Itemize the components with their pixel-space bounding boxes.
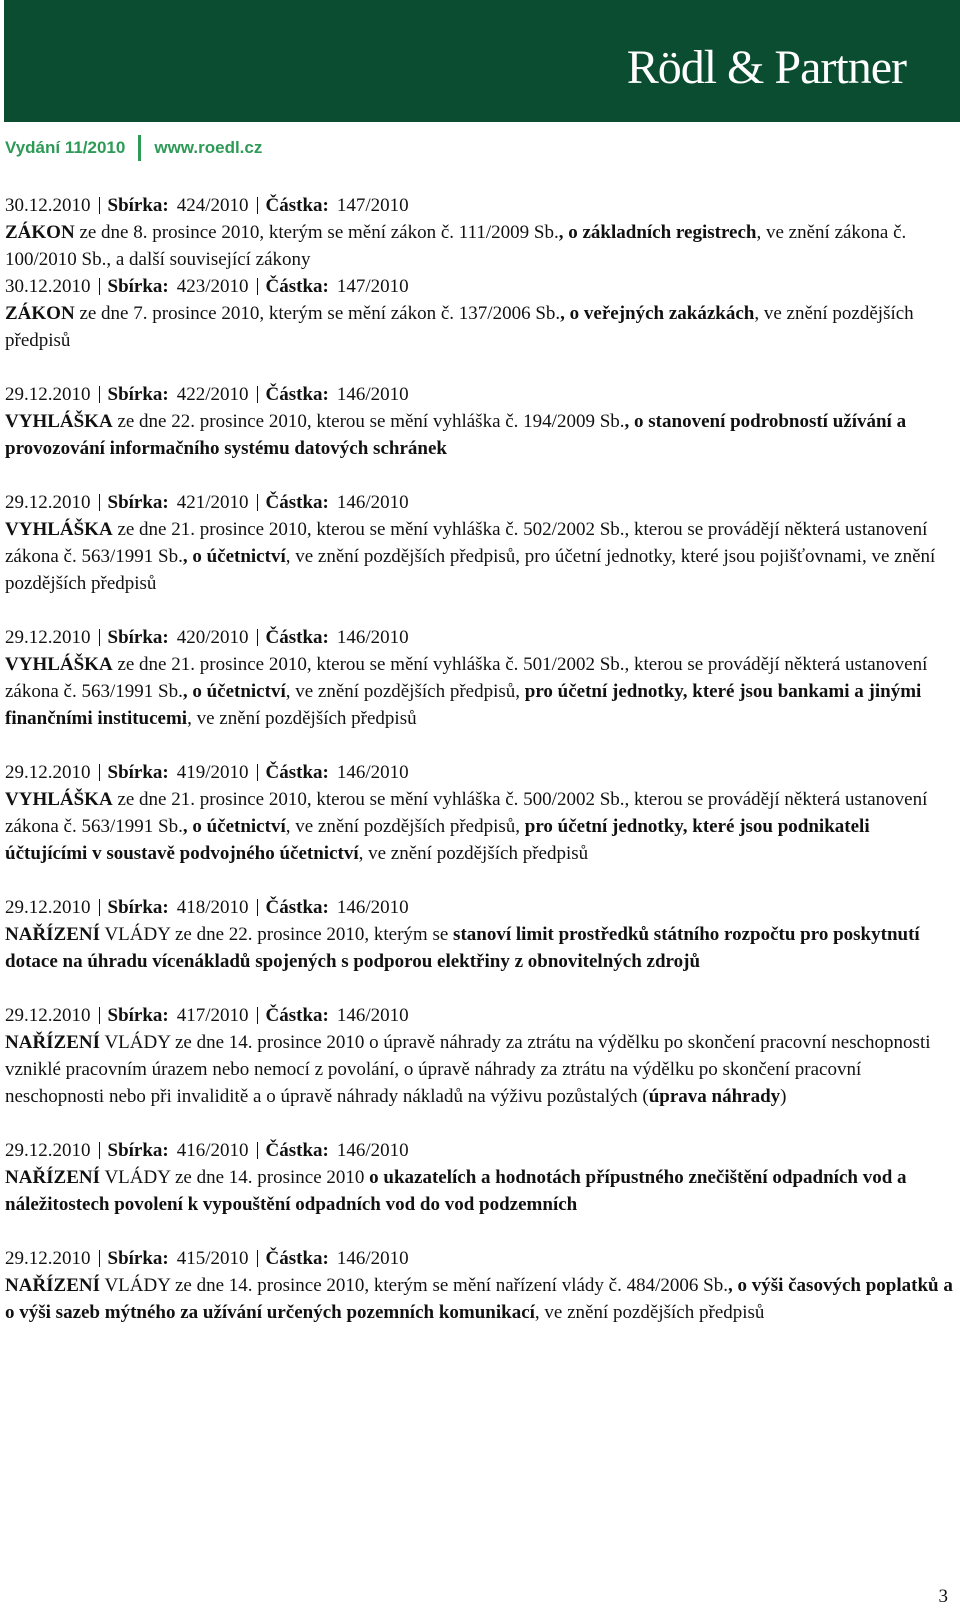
sbirka-value: 415/2010 [176,1248,249,1269]
sbirka-label: Sbírka: [107,1140,169,1161]
entry-title-part: ze dne 22. prosince 2010, kterou se mění vyhláška č. 194/2009 Sb. [112,411,625,432]
entry-title-part: o ukazatelích a hodnotách přípustného znečištění odpadních vod a náležitostech povolení k vypouštění odpadních vod do vod podzemních [5,1167,907,1215]
sbirka-label: Sbírka: [107,627,169,648]
entry-title-part: , o stanovení podrobností užívání a provozování informačního systému datových schránek [5,411,907,459]
legislation-entry [5,273,955,354]
entry-title-part: , ve znění pozdějších předpisů, [285,681,525,702]
entry-date: 29.12.2010 [5,897,91,918]
meta-separator [257,278,258,295]
entry-title-part: , ve znění pozdějších předpisů, pro účetní jednotky, které jsou pojišťovnami, ve znění pozdějších předpisů [5,546,936,594]
entry-title-part: ze dne 21. prosince 2010, kterou se mění vyhláška č. 502/2002 Sb. [112,519,625,540]
entry-title-part: , o základních registrech [558,222,757,243]
castka-value: 146/2010 [336,384,409,405]
castka-value: 146/2010 [336,762,409,783]
entry-meta [5,273,955,300]
entry-meta [5,381,955,408]
entry-title-part: NAŘÍZENÍ [5,1032,101,1053]
entry-meta [5,1245,955,1272]
castka-value: 147/2010 [336,276,409,297]
entry-title [5,1164,955,1218]
entry-title [5,1272,955,1326]
entry-meta [5,759,955,786]
sbirka-value: 423/2010 [176,276,249,297]
entry-meta [5,192,955,219]
entry-title-part: , o účetnictví [182,546,286,567]
castka-label: Částka: [265,195,329,216]
website-link[interactable]: www.roedl.cz [154,138,263,157]
castka-label: Částka: [265,492,329,513]
meta-separator [257,494,258,511]
entry-title-part: , o účetnictví [182,816,286,837]
entry-title-part: , o výši časových poplatků a o výši sazeb mýtného za užívání určených pozemních komunikací [5,1275,953,1323]
entry-title-part: ze dne 21. prosince 2010, kterou se mění vyhláška č. 500/2002 Sb. [112,789,625,810]
entry-title-part: ZÁKON [5,222,75,243]
entry-title-part: VYHLÁŠKA [5,519,113,540]
entry-title-part: , o veřejných zakázkách [560,303,755,324]
brand-logo: Rödl & Partner [626,41,906,94]
legislation-entry [5,1002,955,1110]
sbirka-value: 422/2010 [176,384,249,405]
castka-value: 146/2010 [336,897,409,918]
meta-separator [257,1007,258,1024]
entry-date: 29.12.2010 [5,492,91,513]
entry-title-part: , ve znění pozdějších předpisů [358,843,589,864]
castka-value: 146/2010 [336,1248,409,1269]
meta-separator [99,278,100,295]
entry-title-part: VLÁDY ze dne 14. prosince 2010 o úpravě náhrady za ztrátu na výdělku po skončení pracovní neschopnosti vzniklé pracovním úrazem nebo nemocí z povolání, o úpravě náhrady za ztrátu na výdělku po skončení pracovní neschopnosti nebo při invaliditě a o úpravě náhrady nákladů na výživu pozůstalých ( [5,1032,931,1107]
castka-label: Částka: [265,762,329,783]
sbirka-label: Sbírka: [107,1248,169,1269]
entry-title-part: ze dne 7. prosince 2010, kterým se mění zákon č. 137/2006 Sb. [74,303,561,324]
meta-separator [99,494,100,511]
sbirka-value: 424/2010 [176,195,249,216]
entry-date: 29.12.2010 [5,627,91,648]
meta-separator [257,764,258,781]
castka-label: Částka: [265,1005,329,1026]
entry-title-part: NAŘÍZENÍ [5,924,101,945]
entry-date: 29.12.2010 [5,1140,91,1161]
entry-title [5,1029,955,1110]
meta-separator [257,386,258,403]
issue-separator [138,135,141,161]
entry-title-part: VLÁDY ze dne 14. prosince 2010 [100,1167,370,1188]
meta-separator [99,764,100,781]
castka-label: Částka: [265,276,329,297]
entry-date: 29.12.2010 [5,384,91,405]
legislation-entry [5,381,955,462]
entry-title-part: VYHLÁŠKA [5,411,113,432]
entry-meta [5,1137,955,1164]
entry-date: 29.12.2010 [5,1248,91,1269]
page-number: 3 [938,1586,948,1607]
entry-date: 30.12.2010 [5,195,91,216]
entry-title-part: ze dne 8. prosince 2010, kterým se mění zákon č. 111/2009 Sb. [74,222,559,243]
meta-separator [99,629,100,646]
entry-title [5,219,955,273]
legislation-entry [5,1245,955,1326]
sbirka-value: 416/2010 [176,1140,249,1161]
entry-title-part: , kterou se provádějí některá ustanovení zákona č. 563/1991 Sb. [5,789,928,837]
entry-meta [5,489,955,516]
entry-title-part: NAŘÍZENÍ [5,1167,101,1188]
entry-title-part: úprava náhrady [648,1086,781,1107]
header-banner [4,0,960,122]
castka-label: Částka: [265,1248,329,1269]
castka-value: 146/2010 [336,492,409,513]
entry-title-part: VLÁDY ze dne 14. prosince 2010, kterým se mění nařízení vlády č. 484/2006 Sb. [100,1275,728,1296]
sbirka-label: Sbírka: [107,276,169,297]
entry-title-part: VYHLÁŠKA [5,789,113,810]
castka-value: 146/2010 [336,1140,409,1161]
entry-title-part: ZÁKON [5,303,75,324]
entry-title-part: , ve znění pozdějších předpisů [187,708,417,729]
meta-separator [99,386,100,403]
entry-title-part: , o účetnictví [182,681,286,702]
entry-date: 29.12.2010 [5,1005,91,1026]
sbirka-label: Sbírka: [107,384,169,405]
entry-title-part: pro účetní jednotky, které jsou bankami a jinými finančními institucemi [5,681,922,729]
sbirka-label: Sbírka: [107,492,169,513]
sbirka-label: Sbírka: [107,897,169,918]
castka-value: 146/2010 [336,1005,409,1026]
sbirka-label: Sbírka: [107,762,169,783]
legislation-entry [5,1137,955,1218]
sbirka-value: 419/2010 [176,762,249,783]
legislation-entry [5,759,955,867]
entry-title-part: , kterou se provádějí některá ustanovení zákona č. 563/1991 Sb. [5,519,928,567]
castka-label: Částka: [265,384,329,405]
sbirka-value: 417/2010 [176,1005,249,1026]
castka-value: 147/2010 [336,195,409,216]
sbirka-label: Sbírka: [107,195,169,216]
meta-separator [99,1250,100,1267]
entry-meta [5,1002,955,1029]
meta-separator [99,899,100,916]
meta-separator [257,899,258,916]
entry-title-part: , ve znění zákona č. 100/2010 Sb., a další související zákony [5,222,907,270]
entry-title [5,516,955,597]
sbirka-value: 421/2010 [176,492,249,513]
entry-title [5,408,955,462]
entry-title-part: ze dne 21. prosince 2010, kterou se mění vyhláška č. 501/2002 Sb. [112,654,625,675]
entry-title [5,786,955,867]
castka-label: Částka: [265,627,329,648]
issue-label: Vydání 11/2010 [5,138,126,157]
sbirka-value: 420/2010 [176,627,249,648]
meta-separator [99,1142,100,1159]
sbirka-label: Sbírka: [107,1005,169,1026]
entry-title-part: , ve znění pozdějších předpisů [5,303,914,351]
legislation-list [5,192,955,1353]
entry-date: 30.12.2010 [5,276,91,297]
meta-separator [99,197,100,214]
legislation-entry [5,894,955,975]
entry-title-part: , kterou se provádějí některá ustanovení zákona č. 563/1991 Sb. [5,654,928,702]
meta-separator [257,1142,258,1159]
castka-value: 146/2010 [336,627,409,648]
entry-title-part: VYHLÁŠKA [5,654,113,675]
meta-separator [257,1250,258,1267]
entry-title-part: VLÁDY ze dne 22. prosince 2010, kterým se [100,924,454,945]
entry-meta [5,624,955,651]
entry-title [5,921,955,975]
sbirka-value: 418/2010 [176,897,249,918]
legislation-entry [5,624,955,732]
entry-meta [5,894,955,921]
castka-label: Částka: [265,897,329,918]
entry-title [5,651,955,732]
meta-separator [257,197,258,214]
issue-bar [5,133,262,163]
entry-title-part: , ve znění pozdějších předpisů, [285,816,525,837]
legislation-entry [5,192,955,273]
meta-separator [257,629,258,646]
legislation-entry [5,489,955,597]
entry-title-part: stanoví limit prostředků státního rozpočtu pro poskytnutí dotace na úhradu vícenákladů spojených s podporou elektřiny z obnovitelných zdrojů [5,924,920,972]
entry-title-part: , ve znění pozdějších předpisů [534,1302,765,1323]
entry-title [5,300,955,354]
entry-title-part: pro účetní jednotky, které jsou podnikateli účtujícími v soustavě podvojného účetnictví [5,816,870,864]
castka-label: Částka: [265,1140,329,1161]
entry-title-part: ) [780,1086,787,1107]
entry-date: 29.12.2010 [5,762,91,783]
meta-separator [99,1007,100,1024]
entry-title-part: NAŘÍZENÍ [5,1275,101,1296]
